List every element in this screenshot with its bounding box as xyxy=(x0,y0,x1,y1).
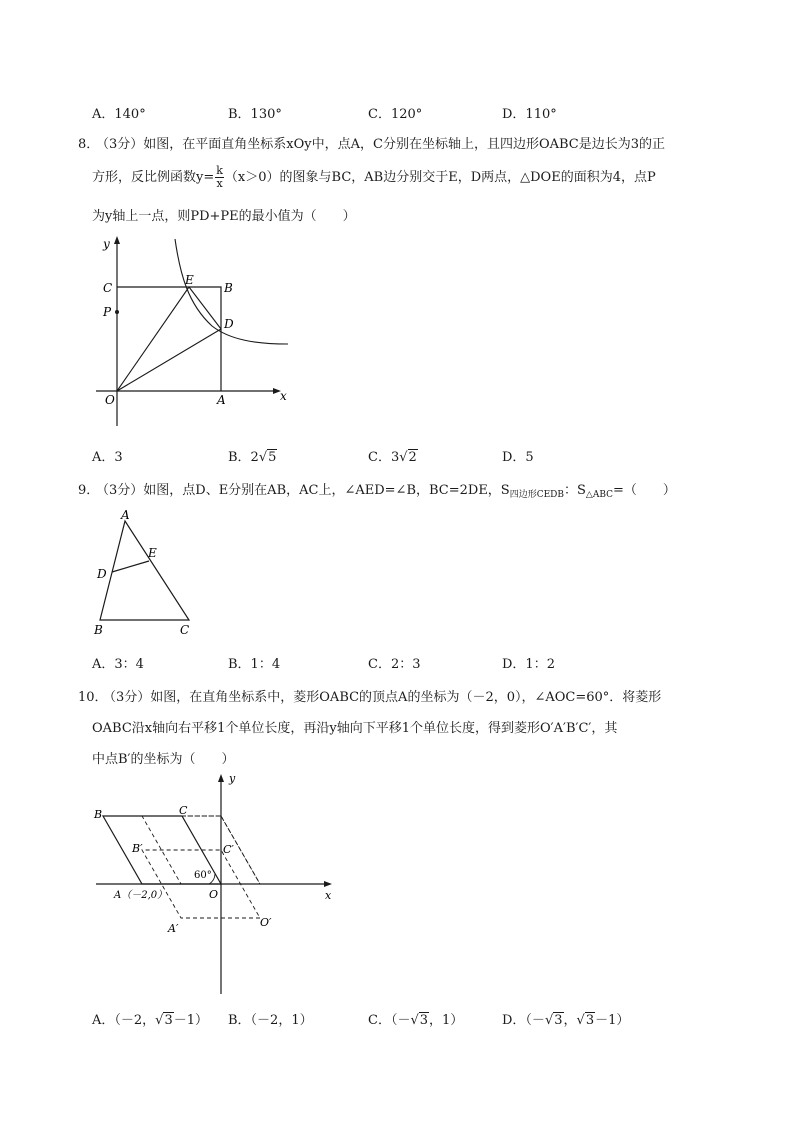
q9-option-a: A．3：4 xyxy=(92,657,144,672)
q8-option-d: D．5 xyxy=(502,450,534,465)
q10-line1: （3分）如图，在直角坐标系中，菱形OABC的顶点A的坐标为（－2，0），∠AOC=60°．将菱形 xyxy=(103,690,662,705)
q10-option-c-sqrt: √3 xyxy=(410,1013,429,1028)
q9-number: 9． xyxy=(78,483,100,498)
q8-label-e: E xyxy=(185,273,194,287)
q8-line2-a: 方形，反比例函数y= xyxy=(92,170,215,185)
q10-option-a-sqrt: √3 xyxy=(155,1013,173,1028)
q10-figure xyxy=(88,772,338,1000)
q10-number: 10． xyxy=(78,690,108,705)
q9-label-c: C xyxy=(180,623,190,637)
q10-option-a-prefix: A．（－2， xyxy=(92,1013,156,1028)
q9-option-b: B．1：4 xyxy=(228,657,281,672)
q10-option-b: B．（－2，1） xyxy=(228,1013,313,1028)
q10-label-o-prime: O′ xyxy=(260,916,272,929)
q9-label-a: A xyxy=(121,508,130,522)
q10-option-d-radicand1: 3 xyxy=(554,1013,563,1028)
q8-line2 xyxy=(92,165,656,190)
q8-label-y: y xyxy=(103,237,110,251)
q8-fraction xyxy=(215,165,224,190)
q8-line-od xyxy=(117,329,221,391)
q9-option-d: D．1：2 xyxy=(502,657,555,672)
q10-label-b-prime: B′ xyxy=(132,842,143,855)
q8-option-a: A．3 xyxy=(92,450,123,465)
q9-label-b: B xyxy=(94,623,103,637)
q10-label-y: y xyxy=(229,772,236,785)
q8-label-x: x xyxy=(280,389,287,403)
q8-square xyxy=(117,287,221,391)
q8-option-c-sqrt: √2 xyxy=(399,450,417,465)
q10-option-c xyxy=(368,1009,463,1028)
q8-figure xyxy=(88,234,303,434)
q9-sub2: △ABC xyxy=(585,490,614,500)
q10-x-arrow xyxy=(324,881,332,887)
q8-frac-den: x xyxy=(216,177,223,190)
q8-label-c: C xyxy=(103,281,113,295)
q8-label-d: D xyxy=(224,317,234,331)
q10-y-arrow xyxy=(218,774,224,782)
q8-label-a: A xyxy=(217,393,226,407)
q9-option-c: C．2：3 xyxy=(368,657,421,672)
q10-label-c-prime: C′ xyxy=(223,843,234,856)
q8-frac-num: k xyxy=(216,164,223,177)
q8-label-b: B xyxy=(224,281,233,295)
q10-line2: OABC沿x轴向右平移1个单位长度，再沿y轴向下平移1个单位长度，得到菱形O′A′B′C′，其 xyxy=(92,721,618,736)
q8-y-arrow xyxy=(114,236,120,244)
q10-option-d-sqrt1: √3 xyxy=(544,1013,563,1028)
q10-option-a-radicand: 3 xyxy=(164,1013,173,1028)
q10-label-o: O xyxy=(209,888,219,901)
q7-option-a: A．140° xyxy=(92,107,146,122)
q10-option-d-radicand2: 3 xyxy=(585,1013,595,1028)
q9-line1-a: （3分）如图，点D、E分别在AB，AC上，∠AED=∠B，BC=2DE，S xyxy=(96,483,510,498)
q8-option-b-prefix: B．2 xyxy=(228,450,259,465)
q10-line3: 中点B′的坐标为（ ） xyxy=(92,752,235,767)
q8-line3: 为y轴上一点，则PD+PE的最小值为（ ） xyxy=(92,209,356,224)
q10-option-d-sqrt2: √3 xyxy=(576,1013,595,1028)
q7-option-c: C．120° xyxy=(368,107,423,122)
q9-mid: ：S xyxy=(564,483,586,498)
q10-option-a xyxy=(92,1009,208,1028)
q10-label-c: C xyxy=(179,804,188,817)
q9-sub1: 四边形CEDB xyxy=(509,490,565,500)
q8-option-b-sqrt: √5 xyxy=(258,450,277,465)
q9-line1-b: =（ ） xyxy=(613,483,676,498)
q10-option-a-suffix: －1） xyxy=(173,1013,209,1028)
q9-line1 xyxy=(96,479,676,500)
q8-line1: （3分）如图，在平面直角坐标系xOy中，点A，C分别在坐标轴上，且四边形OABC是边长为3的正 xyxy=(96,137,665,152)
q7-option-d: D．110° xyxy=(502,107,557,122)
q10-option-d xyxy=(502,1009,629,1028)
q10-option-c-suffix: ，1） xyxy=(429,1013,464,1028)
q8-line2-b: （x＞0）的图象与BC，AB边分别交于E，D两点，△DOE的面积为4，点P xyxy=(224,170,656,185)
q8-line-ed xyxy=(189,287,221,329)
q10-option-c-prefix: C．（－ xyxy=(368,1013,411,1028)
q10-option-c-radicand: 3 xyxy=(419,1013,429,1028)
q7-option-b: B．130° xyxy=(228,107,282,122)
q9-label-d: D xyxy=(97,567,107,581)
q8-label-p: P xyxy=(103,305,112,319)
q9-triangle xyxy=(100,521,189,620)
q8-number: 8． xyxy=(78,137,100,152)
q10-label-a: A（－2,0） xyxy=(114,890,168,901)
q10-option-d-mid: ， xyxy=(563,1013,577,1028)
q8-point-p xyxy=(115,310,119,314)
q8-option-c-radicand: 2 xyxy=(408,450,417,465)
q8-option-c xyxy=(368,446,418,465)
q10-option-d-prefix: D．（－ xyxy=(502,1013,545,1028)
q10-label-b: B xyxy=(94,808,103,821)
q10-label-a-prime: A′ xyxy=(168,922,179,935)
q8-option-c-prefix: C．3 xyxy=(368,450,400,465)
q9-label-e: E xyxy=(148,546,157,560)
q10-option-d-suffix: －1） xyxy=(595,1013,630,1028)
q8-option-b xyxy=(228,446,277,465)
q8-label-o: O xyxy=(105,393,115,407)
q9-figure xyxy=(88,506,203,638)
q10-label-x: x xyxy=(325,889,332,902)
q8-line-oe xyxy=(117,287,189,391)
q9-line-de xyxy=(112,561,149,572)
q8-option-b-radicand: 5 xyxy=(268,450,277,465)
q10-label-angle: 60° xyxy=(194,870,212,881)
